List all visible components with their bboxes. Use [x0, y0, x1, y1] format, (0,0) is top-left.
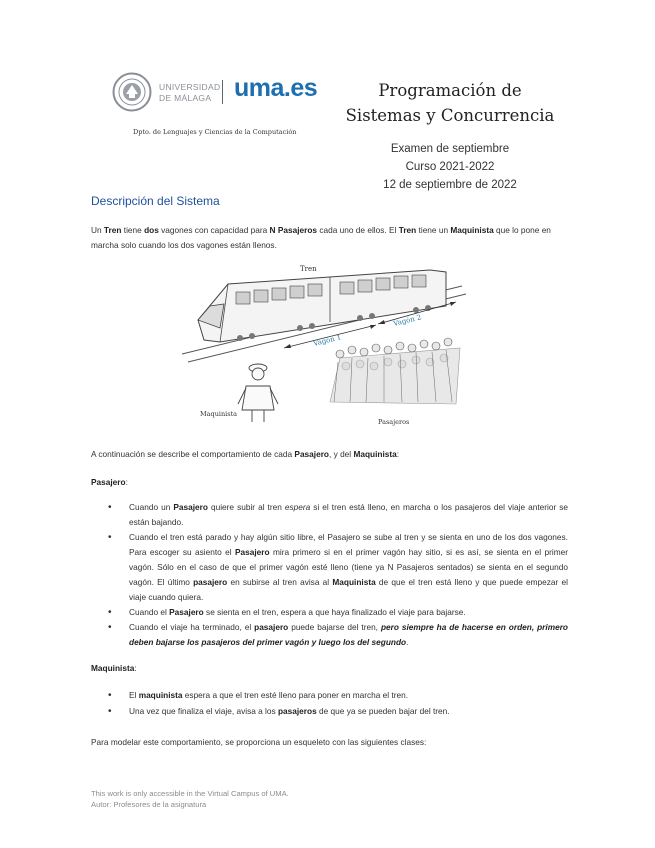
maquinista-heading: Maquinista:: [91, 663, 137, 673]
label-vagon1: Vagón 1: [312, 333, 343, 348]
intro-paragraph: Un Tren tiene dos vagones con capacidad para N Pasajeros cada uno de ellos. El Tren tiene un Maquinista que lo pone en marcha solo cuando los dos vagones están llenos.: [91, 225, 551, 250]
maquinista-list: [108, 688, 568, 720]
title-line2: Sistemas y Concurrencia: [345, 106, 555, 125]
list-item: • Cuando el viaje ha terminado, el pasajero puede bajarse del tren, pero siempre ha de hacerse en orden, primero deben bajarse los pasajeros del primer vagón y luego los del segundo.: [108, 620, 568, 650]
label-maquinista: Maquinista: [200, 410, 238, 418]
pasajero-heading: Pasajero:: [91, 477, 128, 487]
uma-logo: uma.es: [234, 74, 318, 102]
university-seal-icon: [112, 72, 152, 112]
pasajero-list: [108, 500, 568, 650]
train-illustration: [180, 262, 468, 430]
list-item: • Cuando un Pasajero quiere subir al tren espera si el tren está lleno, en marcha o los pasajeros del viaje anterior se están bajando.: [108, 500, 568, 530]
list-item: • El maquinista espera a que el tren esté lleno para poner en marcha el tren.: [108, 688, 568, 703]
exam-date: 12 de septiembre de 2022: [383, 179, 517, 191]
footer: [91, 788, 289, 810]
label-tren: Tren: [300, 265, 317, 273]
logo-divider: [222, 80, 223, 104]
label-vagon2: Vagón 2: [392, 313, 423, 328]
title-line1: Programación de: [378, 81, 522, 100]
behavior-intro: A continuación se describe el comportamiento de cada Pasajero, y del Maquinista:: [91, 449, 400, 459]
exam-name: Examen de septiembre: [390, 143, 510, 155]
closing-paragraph: Para modelar este comportamiento, se proporciona un esqueleto con las siguientes clases:: [91, 737, 427, 747]
label-pasajeros: Pasajeros: [378, 418, 410, 426]
document-title: [330, 78, 570, 128]
list-item: • Cuando el Pasajero se sienta en el tren, espera a que haya finalizado el viaje para bajarse.: [108, 605, 568, 620]
university-name-line1: UNIVERSIDAD: [159, 82, 221, 92]
department-name: Dpto. de Lenguajes y Ciencias de la Computación: [133, 128, 297, 136]
footer-line2: Autor: Profesores de la asignatura: [91, 800, 207, 809]
section-heading: Descripción del Sistema: [91, 194, 220, 208]
footer-line1: This work is only accessible in the Virtual Campus of UMA.: [91, 789, 289, 798]
exam-course: Curso 2021-2022: [405, 161, 495, 173]
university-name-line2: DE MÁLAGA: [159, 93, 212, 103]
exam-info: [330, 140, 570, 194]
list-item: • Una vez que finaliza el viaje, avisa a los pasajeros de que ya se pueden bajar del tren.: [108, 704, 568, 719]
list-item: • Cuando el tren está parado y hay algún sitio libre, el Pasajero se sube al tren y se sienta en uno de los dos vagones. Para escoger su asiento el Pasajero mira primero si en el primer vagón hay sitio, si es así, se sienta en el primer vagón. Sólo en el caso de que el primer vagón esté lleno (tiene ya N Pasajeros sentados) se sienta en el segundo vagón. El último pasajero en subirse al tren avisa al Maquinista de que el tren está lleno y que puede empezar el viaje cuando quiera.: [108, 530, 568, 605]
